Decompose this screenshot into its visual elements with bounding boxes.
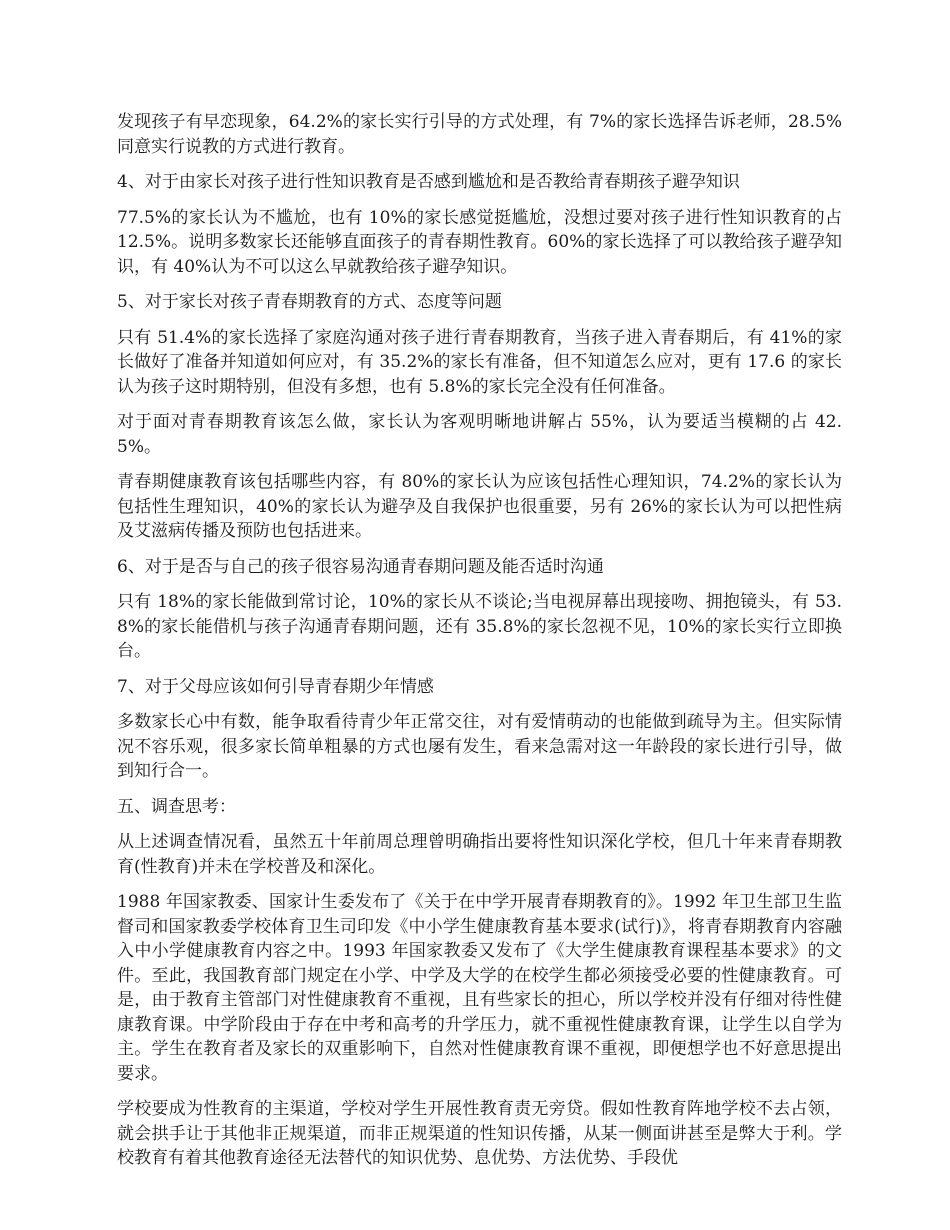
document-page	[117, 110, 842, 1182]
section-heading: 五、调查思考：	[117, 796, 236, 817]
section-heading: 5、对于家长对孩子青春期教育的方式、态度等问题	[117, 292, 502, 312]
paragraph: 1988 年国家教委、国家计生委发布了《关于在中学开展青春期教育的》。1992 年卫生部卫生监督司和国家教委学校体育卫生司印发《中小学生健康教育基本要求(试行)》，将青春期教育内容融入中小学健康教育内容之中。1993 年国家教委又发布了《大学生健康教育课程基本要求》的文件。至此，我国教育部门规定在小学、中学及大学的在校学生都必须接受必要的性健康教育。可是，由于教育主管部门对性健康教育不重视，且有些家长的担心，所以学校并没有仔细对待性健康教育课。中学阶段由于存在中考和高考的升学压力，就不重视性健康教育课，让学生以自学为主。学生在教育者及家长的双重影响下，自然对性健康教育课不重视，即便想学也不好意思提出要求。	[117, 892, 842, 1084]
section-heading: 6、对于是否与自己的孩子很容易沟通青春期问题及能否适时沟通	[117, 556, 604, 577]
paragraph: 77.5%的家长认为不尴尬，也有 10%的家长感觉挺尴尬，没想过要对孩子进行性知识教育的占 12.5%。说明多数家长还能够直面孩子的青春期性教育。60%的家长选择了可以教给孩子避孕知识，有 40%认为不可以这么早就教给孩子避孕知识。	[117, 207, 842, 277]
paragraph: 对于面对青春期教育该怎么做，家长认为客观明晰地讲解占 55%，认为要适当模糊的占 42.5%。	[117, 412, 842, 457]
paragraph: 多数家长心中有数，能争取看待青少年正常交往，对有爱情萌动的也能做到疏导为主。但实际情况不容乐观，很多家长简单粗暴的方式也屡有发生，看来急需对这一年龄段的家长进行引导，做到知行合一。	[117, 712, 842, 781]
paragraph: 发现孩子有早恋现象，64.2%的家长实行引导的方式处理，有 7%的家长选择告诉老师，28.5%同意实行说教的方式进行教育。	[117, 112, 842, 157]
paragraph: 青春期健康教育该包括哪些内容，有 80%的家长认为应该包括性心理知识，74.2%的家长认为包括性生理知识，40%的家长认为避孕及自我保护也很重要，另有 26%的家长认为可以把性病及艾滋病传播及预防也包括进来。	[117, 472, 842, 541]
paragraph: 从上述调查情况看，虽然五十年前周总理曾明确指出要将性知识深化学校，但几十年来青春期教育(性教育)并未在学校普及和深化。	[117, 832, 842, 877]
paragraph: 只有 18%的家长能做到常讨论，10%的家长从不谈论;当电视屏幕出现接吻、拥抱镜头，有 53.8%的家长能借机与孩子沟通青春期问题，还有 35.8%的家长忽视不见，10%的家长实行立即换台。	[117, 592, 842, 661]
section-heading: 7、对于父母应该如何引导青春期少年情感	[117, 676, 434, 697]
paragraph: 只有 51.4%的家长选择了家庭沟通对孩子进行青春期教育，当孩子进入青春期后，有 41%的家长做好了准备并知道如何应对，有 35.2%的家长有准备，但不知道怎么应对，更有 17.6 的家长认为孩子这时期特别，但没有多想，也有 5.8%的家长完全没有任何准备。	[117, 327, 842, 397]
paragraph: 学校要成为性教育的主渠道，学校对学生开展性教育责无旁贷。假如性教育阵地学校不去占领，就会拱手让于其他非正规渠道，而非正规渠道的性知识传播，从某一侧面讲甚至是弊大于利。学校教育有着其他教育途径无法替代的知识优势、息优势、方法优势、手段优	[117, 1099, 842, 1168]
section-heading: 4、对于由家长对孩子进行性知识教育是否感到尴尬和是否教给青春期孩子避孕知识	[117, 172, 740, 192]
